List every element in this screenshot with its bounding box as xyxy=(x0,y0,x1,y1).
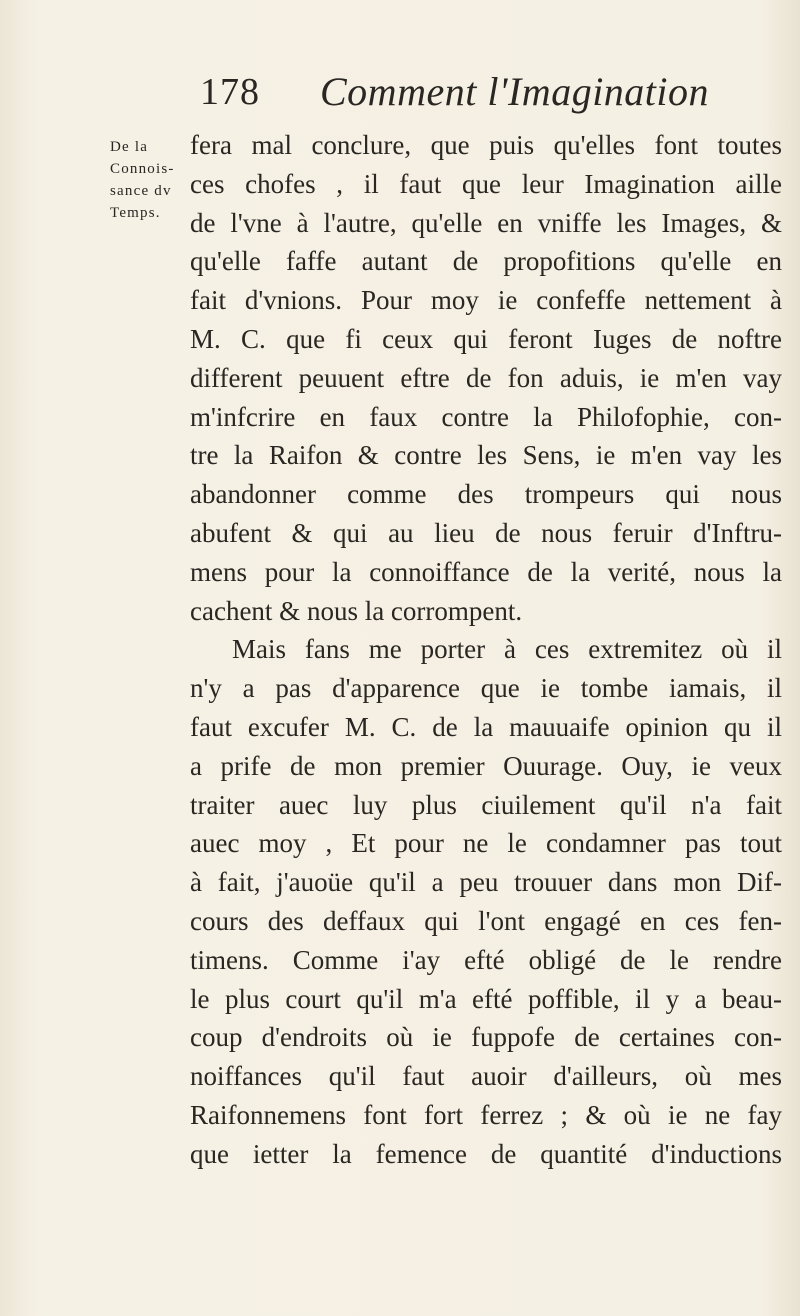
text-line: Raifonnemens font fort ferrez ; & où ie ne fay xyxy=(190,1099,782,1130)
text-line: que ietter la femence de quantité d'inductions xyxy=(190,1138,782,1169)
margin-note xyxy=(110,136,192,224)
text-line: timens. Comme i'ay efté obligé de le rendre xyxy=(190,944,782,975)
paragraph-first-line: Mais fans me porter à ces extremitez où il xyxy=(232,634,782,665)
text-line: mens pour la connoiffance de la verité, nous la xyxy=(190,556,782,587)
text-line: fait d'vnions. Pour moy ie confeffe nettement à xyxy=(190,285,782,316)
text-line: à fait, j'auoüe qu'il a peu trouuer dans mon Dif- xyxy=(190,867,782,898)
text-line: n'y a pas d'apparence que ie tombe iamais, il xyxy=(190,673,782,704)
page-header xyxy=(190,66,780,126)
margin-note-line: Connois- xyxy=(110,161,175,177)
text-line: M. C. que fi ceux qui feront Iuges de noftre xyxy=(190,323,782,354)
margin-note-line: Temps. xyxy=(110,205,161,221)
margin-note-line: De la xyxy=(110,139,149,155)
running-title: Comment l'Imagination xyxy=(320,69,710,114)
text-line: qu'elle faffe autant de propofitions qu'elle en xyxy=(190,246,782,277)
text-line: de l'vne à l'autre, qu'elle en vniffe les Images, & xyxy=(190,207,782,238)
text-line: ces chofes , il faut que leur Imagination aille xyxy=(190,168,782,199)
text-line: traiter auec luy plus ciuilement qu'il n'a fait xyxy=(190,789,782,820)
text-line: fera mal conclure, que puis qu'elles font toutes xyxy=(190,130,782,160)
text-line: auec moy , Et pour ne le condamner pas tout xyxy=(190,828,782,859)
text-line: faut excufer M. C. de la mauuaife opinion qu il xyxy=(190,711,782,742)
text-line: abufent & qui au lieu de nous feruir d'Inftru- xyxy=(190,517,782,548)
text-line: cachent & nous la corrompent. xyxy=(190,595,523,626)
text-line: m'infcrire en faux contre la Philofophie, con- xyxy=(190,401,782,432)
text-line: abandonner comme des trompeurs qui nous xyxy=(190,479,782,510)
text-line: tre la Raifon & contre les Sens, ie m'en vay les xyxy=(190,440,782,471)
text-line: le plus court qu'il m'a efté poffible, il y a beau- xyxy=(190,983,782,1014)
margin-note-line: sance dv xyxy=(110,183,172,199)
page-number: 178 xyxy=(200,71,260,113)
text-line: different peuuent eftre de fon aduis, ie m'en vay xyxy=(190,362,782,393)
body-text xyxy=(190,126,782,1174)
text-line: cours des deffaux qui l'ont engagé en ces fen- xyxy=(190,905,782,936)
text-line: noiffances qu'il faut auoir d'ailleurs, où mes xyxy=(190,1061,782,1092)
text-line: coup d'endroits où ie fuppofe de certaines con- xyxy=(190,1022,782,1053)
text-line: a prife de mon premier Ouurage. Ouy, ie veux xyxy=(190,750,782,781)
